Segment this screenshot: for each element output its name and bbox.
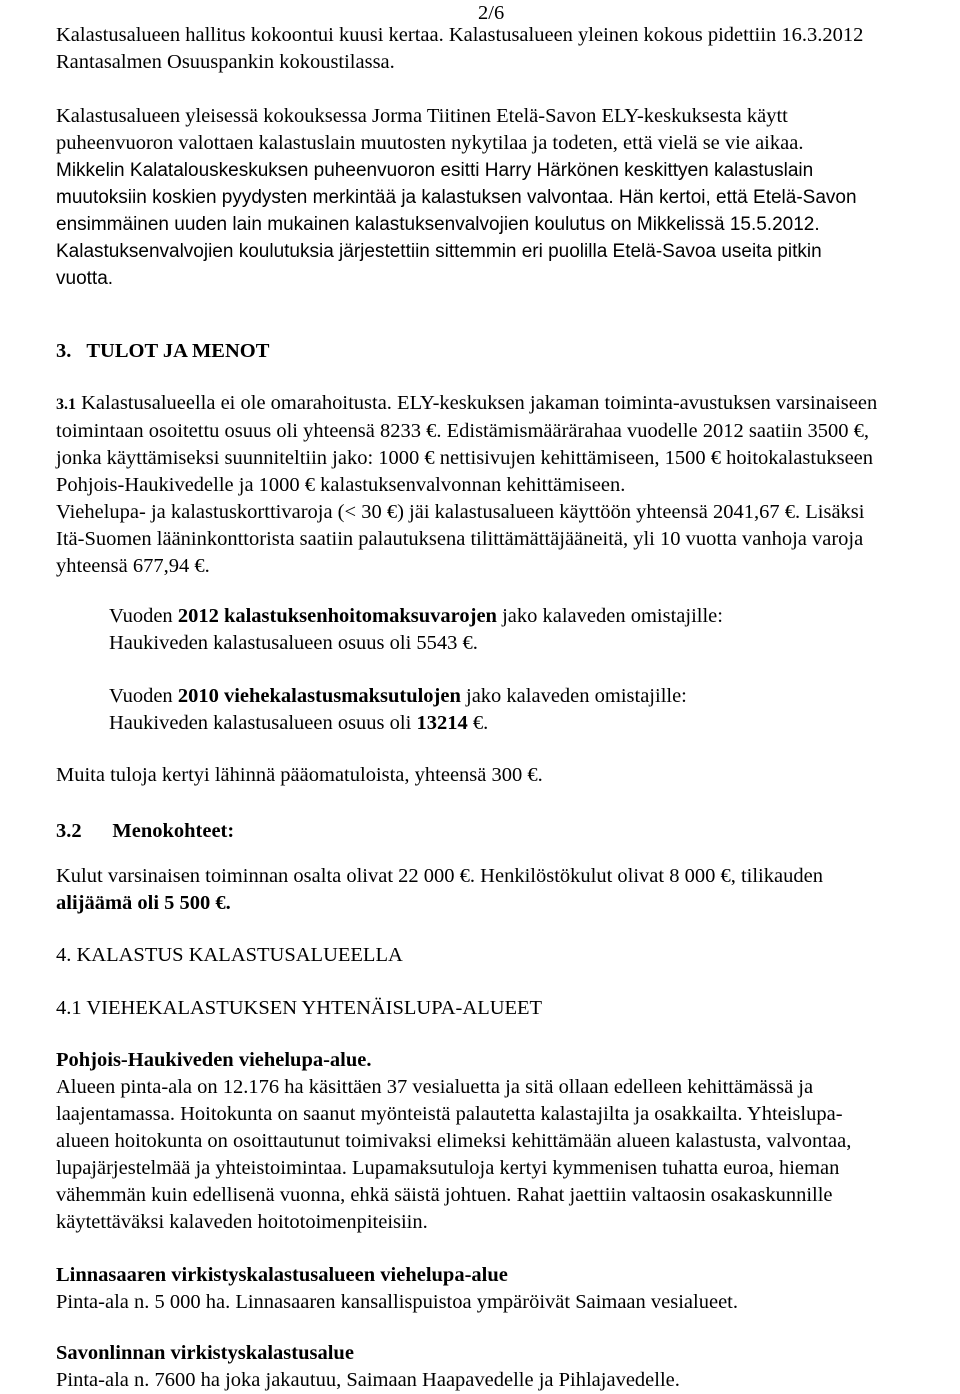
text-line: ensimmäinen uuden lain mukainen kalastuksenvalvojien koulutus on Mikkelissä 15.5.2012. xyxy=(56,214,820,235)
fee-2010-paragraph xyxy=(109,683,960,737)
area-1-paragraph xyxy=(56,1047,946,1236)
page-number: 2/6 xyxy=(478,2,505,24)
area-title: Savonlinnan virkistyskalastusalue xyxy=(56,1342,354,1364)
text-line: Pohjois-Haukivedelle ja 1000 € kalastuksenvalvonnan kehittämiseen. xyxy=(56,474,626,496)
area-2-paragraph xyxy=(56,1262,946,1316)
section-4-1-heading: 4.1 VIEHEKALASTUKSEN YHTENÄISLUPA-ALUEET xyxy=(56,997,543,1019)
text-line: Alueen pinta-ala on 12.176 ha käsittäen 37 vesialuetta ja sitä ollaan edelleen kehittämässä ja xyxy=(56,1076,814,1098)
section-3-2-heading: 3.2 Menokohteet: xyxy=(56,820,235,842)
fee-2012-paragraph xyxy=(109,603,960,657)
section-3-heading: 3. TULOT JA MENOT xyxy=(56,340,270,362)
text-line: Kalastusalueen yleisessä kokouksessa Jorma Tiitinen Etelä-Savon ELY-keskuksesta käytt xyxy=(56,105,788,127)
other-income-line: Muita tuloja kertyi lähinnä pääomatuloista, yhteensä 300 €. xyxy=(56,764,543,786)
area-title: Pohjois-Haukiveden viehelupa-alue. xyxy=(56,1049,372,1071)
text-line: alijäämä oli 5 500 €. xyxy=(56,892,231,914)
text-line: vuotta. xyxy=(56,268,114,289)
area-title: Linnasaaren virkistyskalastusalueen viehelupa-alue xyxy=(56,1264,508,1286)
text-line: jonka käyttämiseksi suunniteltiin jako: 1000 € nettisivujen kehittämiseen, 1500 € hoitokalastukseen xyxy=(56,447,874,469)
text-line: alueen hoitokunta on osoittautunut toimivaksi elimeksi kehittämään alueen kalastusta, valvontaa, xyxy=(56,1130,852,1152)
intro-paragraph xyxy=(56,22,946,76)
text-line: Pinta-ala n. 5 000 ha. Linnasaaren kansallispuistoa ympäröivät Saimaan vesialueet. xyxy=(56,1291,738,1313)
text-line: Kalastusalueen hallitus kokoontui kuusi kertaa. Kalastusalueen yleinen kokous pidettiin 16.3.2012 xyxy=(56,24,864,46)
expenses-paragraph xyxy=(56,863,946,917)
text-line: Vuoden 2010 viehekalastusmaksutulojen jako kalaveden omistajille: xyxy=(109,685,687,707)
section-3-1-number: 3.1 xyxy=(56,396,76,413)
text-line: Itä-Suomen lääninkonttorista saatiin palautuksena tilittämättäjääneitä, yli 10 vuotta vanhoja varoja xyxy=(56,528,864,550)
text-line: käytettäväksi kalaveden hoitotoimenpiteisiin. xyxy=(56,1211,428,1233)
text-line: Kalastuksenvalvojien koulutuksia järjestettiin sittemmin eri puolilla Etelä-Savoa useita pitkin xyxy=(56,241,822,262)
text-line: Pinta-ala n. 7600 ha joka jakautuu, Saimaan Haapavedelle ja Pihlajavedelle. xyxy=(56,1369,680,1391)
text-line: yhteensä 677,94 €. xyxy=(56,555,210,577)
text-line: vähemmän kuin edellisenä vuonna, ehkä säistä johtuen. Rahat jaettiin valtaosin osakaskunnille xyxy=(56,1184,833,1206)
text-line: 3.1 Kalastusalueella ei ole omarahoitusta. ELY-keskuksen jakaman toiminta-avustuksen varsinaiseen xyxy=(56,392,878,414)
text-line: Mikkelin Kalatalouskeskuksen puheenvuoron esitti Harry Härkönen keskittyen kalastuslain xyxy=(56,160,814,181)
section-3-1-paragraph xyxy=(56,390,946,580)
text-line: lupajärjestelmää ja yhteistoimintaa. Lupamaksutuloja kertyi kymmenisen tuhatta euroa, hieman xyxy=(56,1157,840,1179)
text-line: laajentamassa. Hoitokunta on saanut myönteistä palautetta kalastajilta ja osakkailta. Yhteislupa- xyxy=(56,1103,843,1125)
text-line: muutoksiin koskien pyydysten merkintää ja kalastuksen valvontaa. Hän kertoi, että Etelä-Savon xyxy=(56,187,857,208)
section-4-heading: 4. KALASTUS KALASTUSALUEELLA xyxy=(56,944,403,966)
meeting-paragraph xyxy=(56,103,946,292)
text-line: Kulut varsinaisen toiminnan osalta olivat 22 000 €. Henkilöstökulut olivat 8 000 €, tilikauden xyxy=(56,865,823,887)
text-line: toimintaan osoitettu osuus oli yhteensä 8233 €. Edistämismäärärahaa vuodelle 2012 saatiin 3500 €, xyxy=(56,420,870,442)
text-line: Rantasalmen Osuuspankin kokoustilassa. xyxy=(56,51,395,73)
text-line: puheenvuoron valottaen kalastuslain muutosten nykytilaa ja todeten, että vielä se vie aikaa. xyxy=(56,132,804,154)
text-line: Viehelupa- ja kalastuskorttivaroja (< 30 €) jäi kalastusalueen käyttöön yhteensä 2041,67 €. Lisäksi xyxy=(56,501,865,523)
text-line: Vuoden 2012 kalastuksenhoitomaksuvarojen jako kalaveden omistajille: xyxy=(109,605,723,627)
text-line: Haukiveden kalastusalueen osuus oli 13214 €. xyxy=(109,712,489,734)
text-line: Haukiveden kalastusalueen osuus oli 5543 €. xyxy=(109,632,478,654)
area-3-paragraph xyxy=(56,1340,946,1394)
